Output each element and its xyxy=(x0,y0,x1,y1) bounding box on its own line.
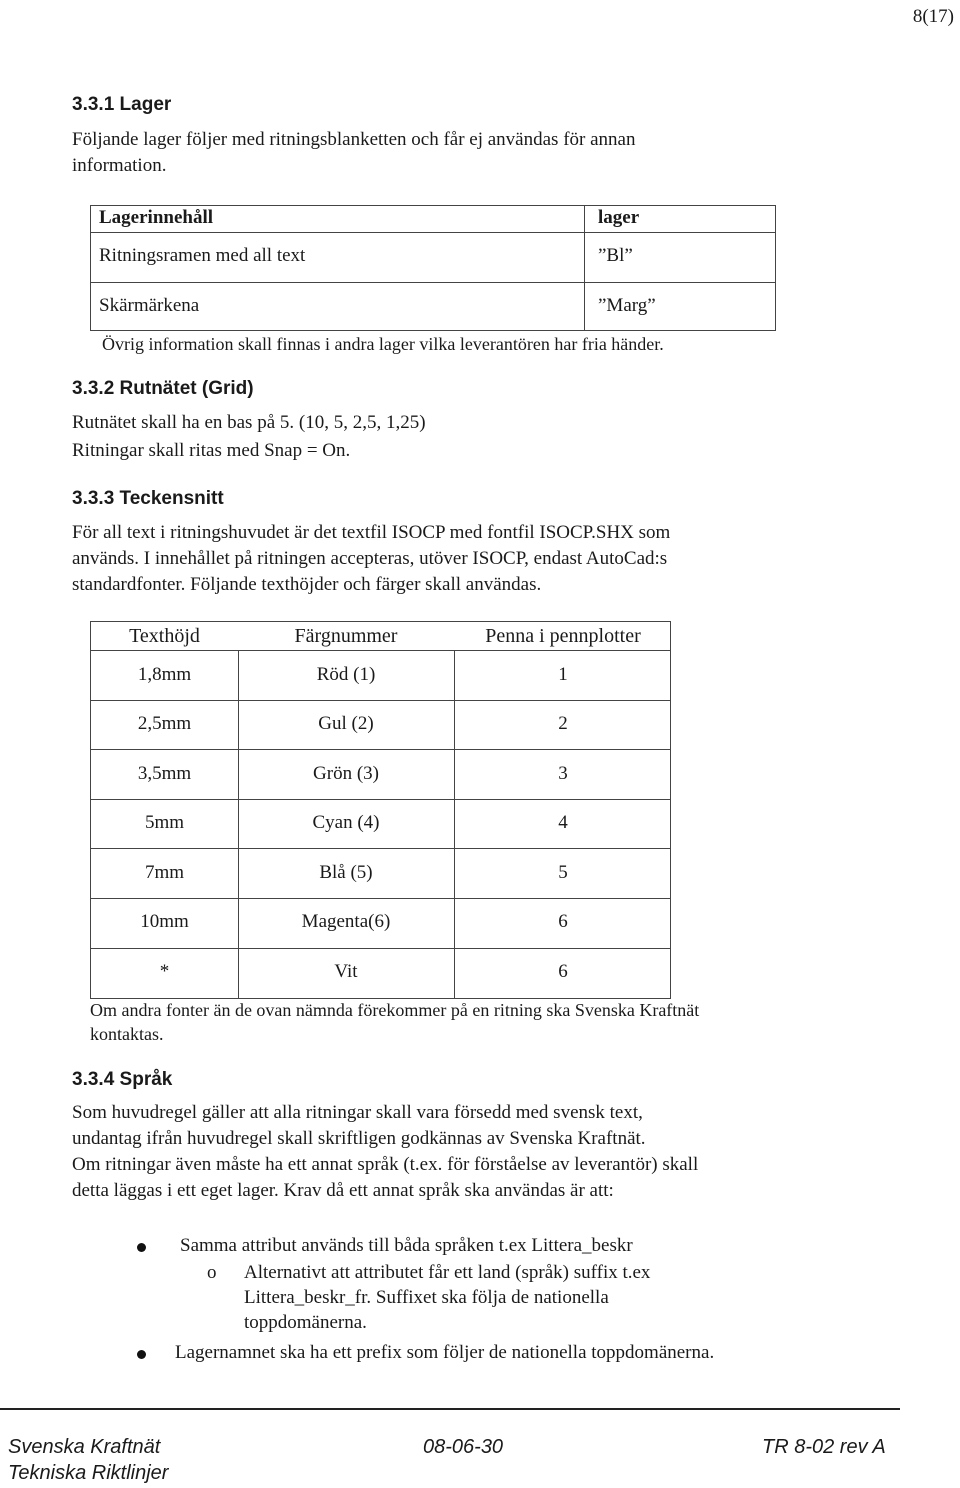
table-rule xyxy=(91,650,670,651)
table-cell: * xyxy=(159,961,170,982)
table-cell: 4 xyxy=(558,812,568,833)
table-cell: 3,5mm xyxy=(137,763,192,784)
table-cell: Gul (2) xyxy=(318,713,374,734)
table-header-cell: Lagerinnehåll xyxy=(99,207,214,228)
table-rule xyxy=(91,232,775,233)
table-rule xyxy=(91,898,670,899)
bullet-icon xyxy=(137,1350,146,1359)
table-rule xyxy=(584,206,585,330)
table-rule xyxy=(91,848,670,849)
table-rule xyxy=(91,282,775,283)
table-cell: Ritningsramen med all text xyxy=(99,245,306,266)
paragraph-line: Följande lager följer med ritningsblanketten och får ej användas för annan xyxy=(72,129,636,150)
table-cell: 10mm xyxy=(140,911,189,932)
sub-bullet-icon: o xyxy=(207,1262,217,1283)
table-header-cell: lager xyxy=(598,207,640,228)
table-cell: Blå (5) xyxy=(319,862,373,883)
bullet-icon xyxy=(137,1243,146,1252)
list-item: Samma attribut används till båda språken t.ex Littera_beskr xyxy=(180,1235,633,1256)
table-cell: 6 xyxy=(558,911,568,932)
paragraph-line: Rutnätet skall ha en bas på 5. (10, 5, 2,5, 1,25) xyxy=(72,412,426,433)
sub-list-line: Alternativt att attributet får ett land (språk) suffix t.ex xyxy=(244,1262,651,1283)
table-cell: 1 xyxy=(558,664,568,685)
table-rule xyxy=(91,948,670,949)
table-cell: Grön (3) xyxy=(313,763,379,784)
table-note: kontaktas. xyxy=(90,1024,164,1044)
footer-department: Tekniska Riktlinjer xyxy=(8,1462,169,1484)
paragraph-line: standardfonter. Följande texthöjder och färger skall användas. xyxy=(72,574,542,595)
table-cell: 5 xyxy=(558,862,568,883)
section-heading-grid: 3.3.2 Rutnätet (Grid) xyxy=(72,378,254,399)
table-cell: 5mm xyxy=(144,812,185,833)
list-item: Lagernamnet ska ha ett prefix som följer de nationella toppdomänerna. xyxy=(175,1342,715,1363)
sub-list-line: toppdomänerna. xyxy=(244,1312,367,1333)
paragraph-line: Om ritningar även måste ha ett annat språk (t.ex. för förståelse av leverantör) skall xyxy=(72,1154,699,1175)
paragraph-line: Som huvudregel gäller att alla ritningar skall vara försedd med svensk text, xyxy=(72,1102,643,1123)
layer-table xyxy=(90,205,776,331)
table-cell: 7mm xyxy=(144,862,185,883)
table-rule xyxy=(91,799,670,800)
table-cell: Cyan (4) xyxy=(312,812,380,833)
table-cell: ”Marg” xyxy=(598,295,656,316)
table-cell: 2,5mm xyxy=(137,713,192,734)
table-rule xyxy=(91,749,670,750)
paragraph-line: detta läggas i ett eget lager. Krav då ett annat språk ska användas är att: xyxy=(72,1180,614,1201)
footer-company: Svenska Kraftnät xyxy=(8,1436,161,1458)
table-header-cell: Penna i pennplotter xyxy=(485,625,641,647)
table-note: Övrig information skall finnas i andra lager vilka leverantören har fria händer. xyxy=(102,334,664,354)
footer-date: 08-06-30 xyxy=(423,1436,504,1458)
table-header-cell: Färgnummer xyxy=(294,625,398,647)
table-note: Om andra fonter än de ovan nämnda förekommer på en ritning ska Svenska Kraftnät xyxy=(90,1000,700,1020)
footer-divider xyxy=(0,1408,900,1410)
table-cell: 1,8mm xyxy=(137,664,192,685)
table-cell: Magenta(6) xyxy=(301,911,391,932)
section-heading-language: 3.3.4 Språk xyxy=(72,1069,173,1090)
table-cell: ”Bl” xyxy=(598,245,633,266)
section-heading-lager: 3.3.1 Lager xyxy=(72,94,172,115)
sub-list-line: Littera_beskr_fr. Suffixet ska följa de nationella xyxy=(244,1287,609,1308)
paragraph-line: Ritningar skall ritas med Snap = On. xyxy=(72,440,351,461)
page-number: 8(17) xyxy=(912,6,954,27)
footer-doc-id: TR 8-02 rev A xyxy=(762,1436,886,1458)
table-cell: 6 xyxy=(558,961,568,982)
table-cell: Vit xyxy=(334,961,358,982)
table-cell: Skärmärkena xyxy=(99,295,200,316)
table-header-cell: Texthöjd xyxy=(129,625,200,647)
table-cell: 3 xyxy=(558,763,568,784)
paragraph-line: används. I innehållet på ritningen accepteras, utöver ISOCP, endast AutoCad:s xyxy=(72,548,668,569)
paragraph-line: För all text i ritningshuvudet är det textfil ISOCP med fontfil ISOCP.SHX som xyxy=(72,522,671,543)
table-cell: 2 xyxy=(558,713,568,734)
paragraph-line: information. xyxy=(72,155,167,176)
table-rule xyxy=(91,700,670,701)
table-cell: Röd (1) xyxy=(316,664,376,685)
text-height-table xyxy=(90,621,671,999)
section-heading-font: 3.3.3 Teckensnitt xyxy=(72,488,224,509)
paragraph-line: undantag ifrån huvudregel skall skriftligen godkännas av Svenska Kraftnät. xyxy=(72,1128,646,1149)
